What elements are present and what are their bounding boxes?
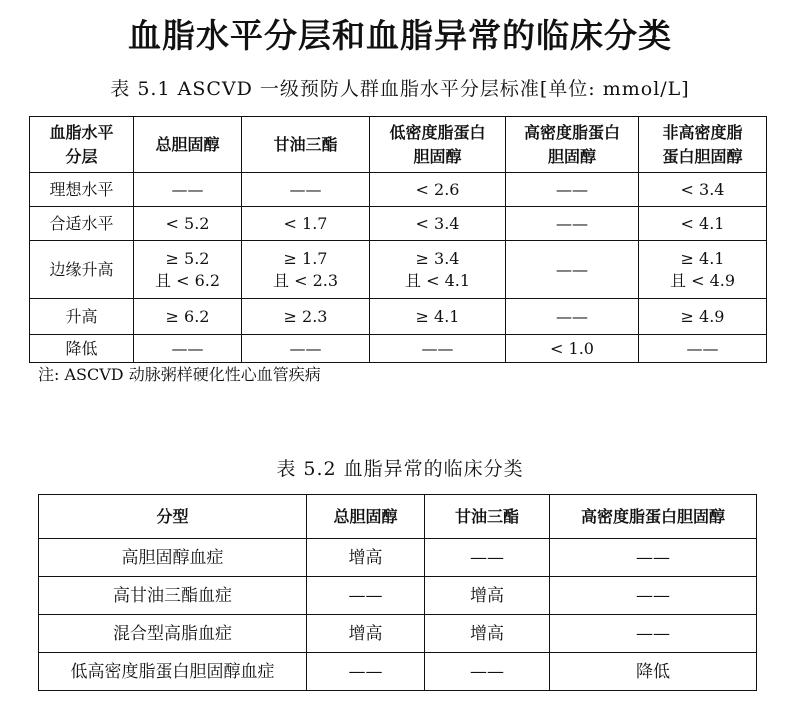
table-cell: 合适水平 [30,207,134,241]
t2-header-cell: 分型 [39,495,307,539]
table1-note: 注: ASCVD 动脉粥样硬化性心血管疾病 [38,365,321,384]
t2-header-cell: 高密度脂蛋白胆固醇 [550,495,757,539]
table-row [39,577,757,615]
table-cell: ≥ 5.2 且 < 6.2 [134,241,242,299]
table-cell: 高甘油三酯血症 [39,577,307,615]
table-cell: —— [425,653,550,691]
table-cell: —— [550,577,757,615]
table-cell: 增高 [425,615,550,653]
table-cell: < 3.4 [370,207,506,241]
table-cell: —— [506,241,639,299]
table-row [30,335,767,363]
t1-header-cell: 低密度脂蛋白 胆固醇 [370,117,506,173]
table-cell: —— [550,615,757,653]
table1-caption: 表 5.1 ASCVD 一级预防人群血脂水平分层标准[单位: mmol/L] [110,78,690,100]
table-cell: 理想水平 [30,173,134,207]
table-cell: —— [242,173,370,207]
t1-header-cell: 非高密度脂 蛋白胆固醇 [639,117,767,173]
table-cell: —— [307,577,425,615]
table-cell: ≥ 6.2 [134,299,242,335]
table-row [30,173,767,207]
table-cell: 增高 [307,539,425,577]
table-cell: 升高 [30,299,134,335]
table-cell: —— [307,653,425,691]
table-cell: < 1.7 [242,207,370,241]
t1-header-cell: 高密度脂蛋白 胆固醇 [506,117,639,173]
table2-header-row [39,495,757,539]
table-cell: 低高密度脂蛋白胆固醇血症 [39,653,307,691]
table-cell: ≥ 2.3 [242,299,370,335]
t2-header-cell: 总胆固醇 [307,495,425,539]
table-cell: 高胆固醇血症 [39,539,307,577]
table-cell: ≥ 4.1 且 < 4.9 [639,241,767,299]
table-cell: ≥ 1.7 且 < 2.3 [242,241,370,299]
table-cell: 降低 [550,653,757,691]
table-cell: 降低 [30,335,134,363]
t1-header-cell: 血脂水平 分层 [30,117,134,173]
table-cell: 混合型高脂血症 [39,615,307,653]
table-row [39,615,757,653]
table-cell: —— [506,299,639,335]
table-cell: < 3.4 [639,173,767,207]
t1-header-cell: 总胆固醇 [134,117,242,173]
table-cell: —— [506,207,639,241]
table-cell: 增高 [425,577,550,615]
table-cell: —— [242,335,370,363]
table-cell: —— [425,539,550,577]
table-row [30,207,767,241]
table-row [39,539,757,577]
table-cell: < 1.0 [506,335,639,363]
table-cell: 边缘升高 [30,241,134,299]
t2-header-cell: 甘油三酯 [425,495,550,539]
table-cell: < 5.2 [134,207,242,241]
table-cell: ≥ 4.9 [639,299,767,335]
table-cell: —— [134,173,242,207]
t1-header-cell: 甘油三酯 [242,117,370,173]
table-cell: 增高 [307,615,425,653]
table2-caption: 表 5.2 血脂异常的临床分类 [276,458,524,480]
table-cell: —— [639,335,767,363]
table-row [30,299,767,335]
table-cell: < 2.6 [370,173,506,207]
dyslipidemia-classification-table [38,494,757,691]
lipid-stratification-table [29,116,767,363]
table-cell: —— [506,173,639,207]
table-cell: ≥ 4.1 [370,299,506,335]
table-row [39,653,757,691]
table1-header-row [30,117,767,173]
table-cell: < 4.1 [639,207,767,241]
table-cell: —— [550,539,757,577]
table-cell: —— [134,335,242,363]
table-row [30,241,767,299]
table-cell: —— [370,335,506,363]
page-title: 血脂水平分层和血脂异常的临床分类 [128,16,672,55]
table-cell: ≥ 3.4 且 < 4.1 [370,241,506,299]
